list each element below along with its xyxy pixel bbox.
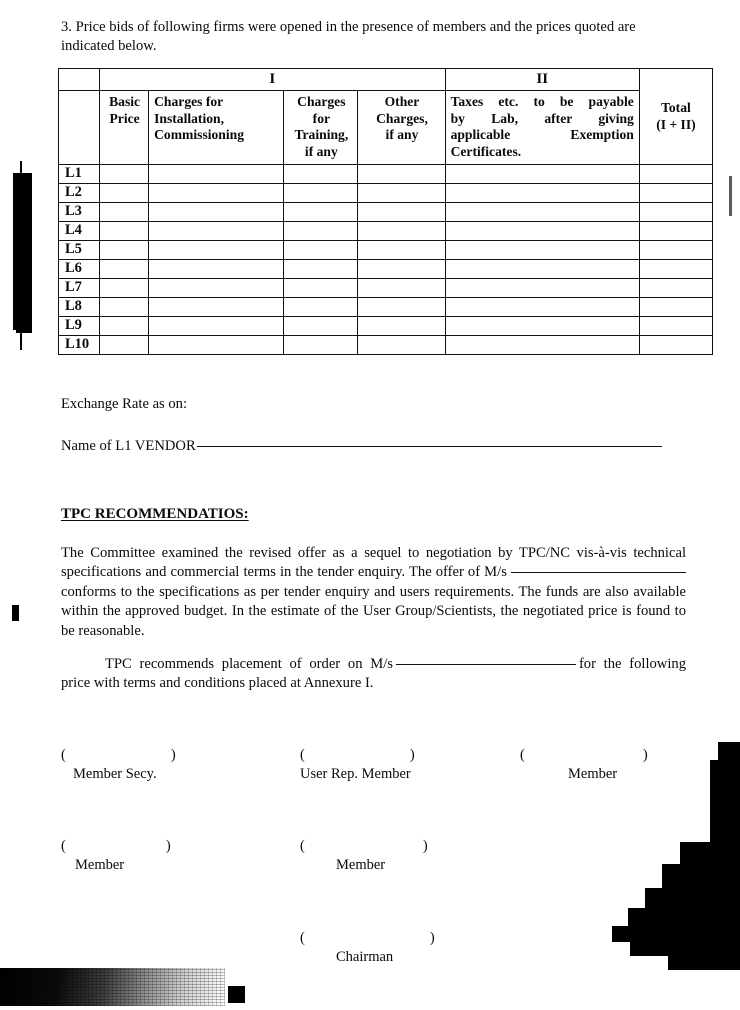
cell-other[interactable] xyxy=(358,184,445,203)
cell-other[interactable] xyxy=(358,298,445,317)
group-header-part-two: II xyxy=(445,69,639,91)
rec-para1-text-2: conforms to the specifications as per tender enquiry and users requirements. The funds are also available within the approved budget. In the estimate of the User Group/Scientists, the negotiated price is found to be reasonable. xyxy=(61,583,686,639)
cell-basic[interactable] xyxy=(100,279,149,298)
exchange-rate-label: Exchange Rate as on: xyxy=(61,396,188,412)
cell-taxes[interactable] xyxy=(445,184,639,203)
cell-installation[interactable] xyxy=(149,184,284,203)
row-label: L1 xyxy=(59,165,100,184)
cell-training[interactable] xyxy=(284,260,358,279)
column-header-other-charges xyxy=(358,91,445,165)
offer-of-ms-input[interactable] xyxy=(511,572,686,573)
cell-taxes[interactable] xyxy=(445,241,639,260)
train-line2: for xyxy=(312,110,331,126)
cell-installation[interactable] xyxy=(149,279,284,298)
table-row xyxy=(59,298,713,317)
table-row xyxy=(59,165,713,184)
signature-role: User Rep. Member xyxy=(300,766,411,782)
cell-installation[interactable] xyxy=(149,241,284,260)
scan-artifact-right-tick xyxy=(729,176,732,216)
cell-total[interactable] xyxy=(639,298,712,317)
table-group-header-row xyxy=(59,69,713,91)
signature-block-member-3 xyxy=(300,838,428,874)
rec-para2-text-1: TPC recommends placement of order on M/s xyxy=(105,656,393,672)
other-line2: Charges, xyxy=(376,110,428,126)
group-header-blank xyxy=(59,69,100,91)
cell-basic[interactable] xyxy=(100,222,149,241)
price-bid-table xyxy=(58,68,713,355)
cell-training[interactable] xyxy=(284,222,358,241)
group-header-part-one: I xyxy=(100,69,446,91)
table-row xyxy=(59,184,713,203)
signature-block-member-secy xyxy=(61,747,176,783)
open-paren: ( xyxy=(61,838,66,854)
signature-block-user-rep-member xyxy=(300,747,415,783)
total-label-line1: Total xyxy=(661,100,691,115)
install-line3: Commissioning xyxy=(154,127,244,142)
cell-total[interactable] xyxy=(639,336,712,355)
row-label: L2 xyxy=(59,184,100,203)
cell-other[interactable] xyxy=(358,222,445,241)
cell-training[interactable] xyxy=(284,184,358,203)
row-label: L4 xyxy=(59,222,100,241)
table-row xyxy=(59,279,713,298)
cell-taxes[interactable] xyxy=(445,336,639,355)
cell-taxes[interactable] xyxy=(445,203,639,222)
cell-taxes[interactable] xyxy=(445,222,639,241)
cell-other[interactable] xyxy=(358,165,445,184)
recommendation-paragraph-1 xyxy=(61,544,686,641)
scan-artifact-bottom-smear xyxy=(0,968,225,1006)
install-line1: Charges for xyxy=(154,94,224,109)
cell-total[interactable] xyxy=(639,260,712,279)
order-on-ms-input[interactable] xyxy=(396,664,576,665)
price-bid-table-body xyxy=(59,165,713,355)
signature-parens[interactable] xyxy=(300,747,415,764)
cell-basic[interactable] xyxy=(100,241,149,260)
signature-parens[interactable] xyxy=(300,930,435,947)
cell-taxes[interactable] xyxy=(445,165,639,184)
signature-block-chairman xyxy=(300,930,435,966)
open-paren: ( xyxy=(300,930,305,946)
cell-total[interactable] xyxy=(639,241,712,260)
open-paren: ( xyxy=(61,747,66,763)
row-label: L5 xyxy=(59,241,100,260)
cell-total[interactable] xyxy=(639,165,712,184)
table-row xyxy=(59,317,713,336)
row-label: L7 xyxy=(59,279,100,298)
cell-basic[interactable] xyxy=(100,317,149,336)
row-label: L9 xyxy=(59,317,100,336)
cell-basic[interactable] xyxy=(100,336,149,355)
cell-total[interactable] xyxy=(639,279,712,298)
signature-block-member-2 xyxy=(61,838,171,874)
table-row xyxy=(59,222,713,241)
taxes-line4: Certificates. xyxy=(450,143,522,159)
intro-paragraph: 3. Price bids of following firms were opened in the presence of members and the prices quoted are indicated below. xyxy=(61,19,636,54)
cell-other[interactable] xyxy=(358,317,445,336)
cell-other[interactable] xyxy=(358,260,445,279)
other-line3: if any xyxy=(385,127,419,142)
cell-basic[interactable] xyxy=(100,184,149,203)
vendor-name-field xyxy=(61,438,662,455)
cell-installation[interactable] xyxy=(149,222,284,241)
cell-total[interactable] xyxy=(639,184,712,203)
close-paren: ) xyxy=(165,838,171,854)
cell-other[interactable] xyxy=(358,203,445,222)
cell-other[interactable] xyxy=(358,241,445,260)
cell-total[interactable] xyxy=(639,317,712,336)
cell-installation[interactable] xyxy=(149,203,284,222)
cell-total[interactable] xyxy=(639,203,712,222)
signature-parens[interactable] xyxy=(300,838,428,855)
signature-parens[interactable] xyxy=(61,838,171,855)
column-header-rowlabel xyxy=(59,91,100,165)
cell-training[interactable] xyxy=(284,317,358,336)
cell-taxes[interactable] xyxy=(445,279,639,298)
cell-total[interactable] xyxy=(639,222,712,241)
cell-training[interactable] xyxy=(284,336,358,355)
column-header-installation xyxy=(149,91,284,165)
rec-para1-text-1: The Committee examined the revised offer as a sequel to negotiation by TPC/NC vis-à-vis technical specifications and commercial terms in the tender enquiry. The offer of M/s xyxy=(61,545,686,581)
train-line4: if any xyxy=(304,143,338,159)
cell-other[interactable] xyxy=(358,336,445,355)
cell-taxes[interactable] xyxy=(445,298,639,317)
scan-artifact-left-dot xyxy=(12,605,19,621)
column-header-training xyxy=(284,91,358,165)
recommendation-paragraph-2 xyxy=(61,655,686,694)
install-line2: Installation, xyxy=(154,110,224,126)
table-row xyxy=(59,203,713,222)
signature-role: Member xyxy=(336,857,386,873)
cell-other[interactable] xyxy=(358,279,445,298)
cell-installation[interactable] xyxy=(149,298,284,317)
close-paren: ) xyxy=(422,838,428,854)
signature-role: Member xyxy=(568,766,618,782)
taxes-line3: applicable Exemption xyxy=(450,127,634,142)
train-line1: Charges xyxy=(297,94,346,109)
scan-artifact-bottom-block xyxy=(228,986,245,1003)
row-label: L8 xyxy=(59,298,100,317)
price-bid-table-container xyxy=(58,68,713,355)
cell-training[interactable] xyxy=(284,298,358,317)
table-column-header-row xyxy=(59,91,713,165)
cell-training[interactable] xyxy=(284,165,358,184)
close-paren: ) xyxy=(409,747,415,763)
scan-artifact-wedge xyxy=(580,742,740,970)
open-paren: ( xyxy=(520,747,525,763)
taxes-line1: Taxes etc. to be payable xyxy=(450,94,634,109)
row-label: L6 xyxy=(59,260,100,279)
rec-para2-text-2: for the following price with terms and conditions placed at Annexure I. xyxy=(61,656,686,692)
open-paren: ( xyxy=(300,838,305,854)
scan-artifact-left-bar-lower xyxy=(16,288,32,333)
cell-basic[interactable] xyxy=(100,165,149,184)
table-row xyxy=(59,260,713,279)
table-row xyxy=(59,241,713,260)
row-label: L10 xyxy=(59,336,100,355)
signature-parens[interactable] xyxy=(61,747,176,764)
cell-installation[interactable] xyxy=(149,165,284,184)
cell-training[interactable] xyxy=(284,241,358,260)
row-label: L3 xyxy=(59,203,100,222)
column-header-basic-price xyxy=(100,91,149,165)
train-line3: Training, xyxy=(294,127,349,142)
vendor-name-input[interactable] xyxy=(197,446,662,447)
signature-role: Member Secy. xyxy=(73,766,157,782)
cell-training[interactable] xyxy=(284,203,358,222)
cell-installation[interactable] xyxy=(149,317,284,336)
column-header-total xyxy=(639,69,712,165)
cell-taxes[interactable] xyxy=(445,260,639,279)
cell-taxes[interactable] xyxy=(445,317,639,336)
cell-installation[interactable] xyxy=(149,336,284,355)
signature-role: Chairman xyxy=(336,949,394,965)
close-paren: ) xyxy=(642,747,648,763)
column-header-taxes xyxy=(445,91,639,165)
basic-line2: Price xyxy=(109,110,140,126)
total-label-line2: (I + II) xyxy=(656,116,696,132)
table-row xyxy=(59,336,713,355)
taxes-line2: by Lab, after giving xyxy=(450,110,634,126)
tpc-recommendations-heading: TPC RECOMMENDATIOS: xyxy=(61,506,249,522)
cell-training[interactable] xyxy=(284,279,358,298)
cell-basic[interactable] xyxy=(100,298,149,317)
close-paren: ) xyxy=(429,930,435,946)
open-paren: ( xyxy=(300,747,305,763)
vendor-name-label: Name of L1 VENDOR xyxy=(61,438,196,454)
basic-line1: Basic xyxy=(109,94,141,109)
cell-basic[interactable] xyxy=(100,203,149,222)
other-line1: Other xyxy=(384,94,420,109)
cell-installation[interactable] xyxy=(149,260,284,279)
close-paren: ) xyxy=(170,747,176,763)
cell-basic[interactable] xyxy=(100,260,149,279)
signature-role: Member xyxy=(75,857,125,873)
